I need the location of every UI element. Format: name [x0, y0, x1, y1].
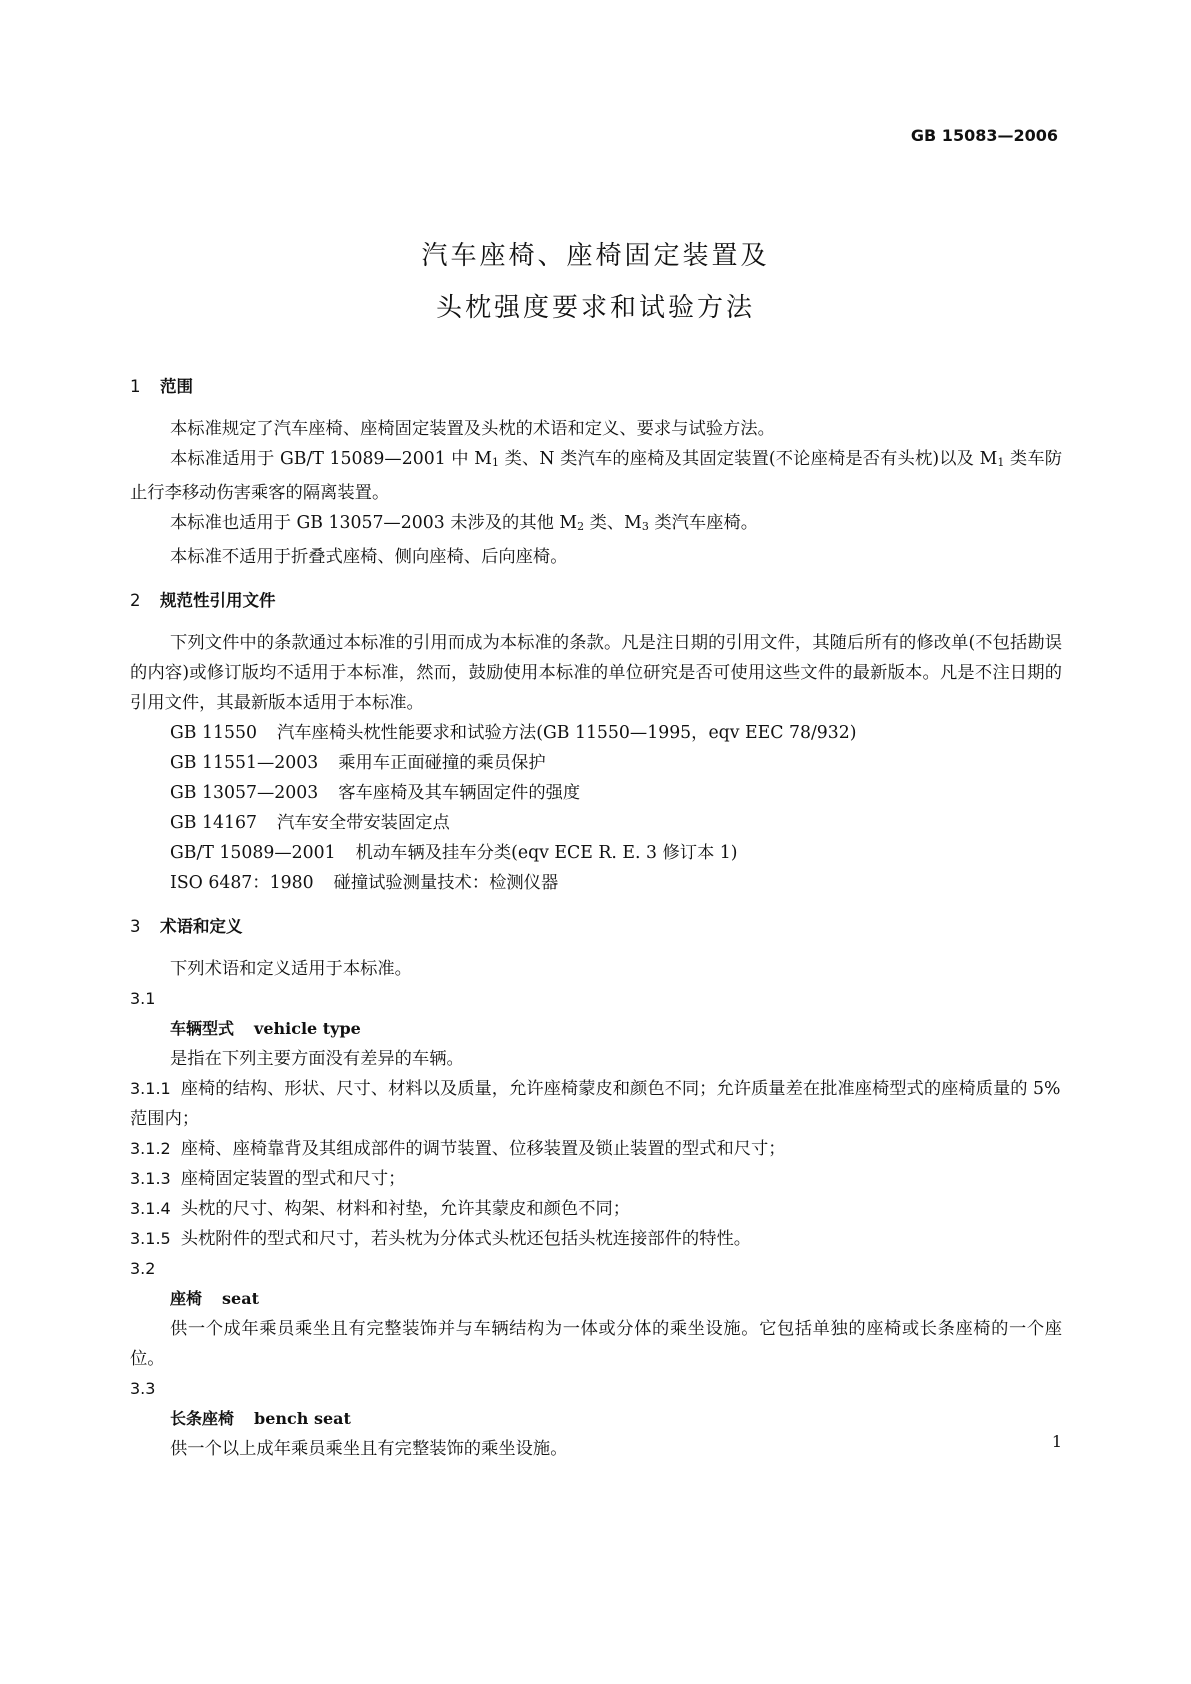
section-heading-terms-definitions [130, 912, 1062, 942]
reference-title: 机动车辆及挂车分类(eqv ECE R. E. 3 修订本 1) [355, 843, 738, 863]
text-run: 类汽车座椅。 [648, 513, 759, 533]
reference-code: GB 11551—2003 [170, 753, 319, 773]
term-subitem [130, 1224, 1062, 1254]
paragraph: 下列术语和定义适用于本标准。 [170, 959, 412, 979]
reference-code: GB 13057—2003 [170, 783, 319, 803]
reference-title: 客车座椅及其车辆固定件的强度 [338, 783, 581, 803]
reference-item [130, 868, 1062, 898]
term-subitem [130, 1164, 1062, 1194]
text-run: 本标准适用于 GB/T 15089—2001 中 M [170, 449, 493, 469]
subscript: 1 [997, 456, 1005, 469]
term-cn: 长条座椅 [170, 1409, 235, 1428]
reference-code: ISO 6487：1980 [170, 873, 314, 893]
paragraph [130, 508, 1062, 542]
term-subitem [130, 1074, 1062, 1134]
term-number: 3.2 [130, 1259, 156, 1278]
subitem-number: 3.1.3 [130, 1169, 171, 1188]
section-number: 3 [130, 917, 141, 936]
section-number: 1 [130, 377, 141, 396]
term-definition: 供一个以上成年乘员乘坐且有完整装饰的乘坐设施。 [170, 1439, 568, 1459]
term-definition: 是指在下列主要方面没有差异的车辆。 [170, 1049, 464, 1069]
reference-code: GB/T 15089—2001 [170, 843, 336, 863]
term-definition: 供一个成年乘员乘坐且有完整装饰并与车辆结构为一体或分体的乘坐设施。它包括单独的座椅或长条座椅的一个座位。 [130, 1319, 1062, 1369]
reference-title: 碰撞试验测量技术：检测仪器 [333, 873, 559, 893]
subscript: 1 [492, 456, 500, 469]
paragraph: 本标准规定了汽车座椅、座椅固定装置及头枕的术语和定义、要求与试验方法。 [170, 419, 775, 439]
subitem-text: 座椅的结构、形状、尺寸、材料以及质量，允许座椅蒙皮和颜色不同；允许质量差在批准座椅型式的座椅质量的 5%范围内； [130, 1079, 1061, 1129]
term-subitem [130, 1194, 1062, 1224]
reference-item [130, 838, 1062, 868]
document-title [0, 230, 1191, 334]
subitem-number: 3.1.5 [130, 1229, 171, 1248]
subitem-text: 座椅、座椅靠背及其组成部件的调节装置、位移装置及锁止装置的型式和尺寸； [180, 1139, 786, 1159]
term-cn: 座椅 [170, 1289, 203, 1308]
term-en: vehicle type [254, 1019, 361, 1038]
paragraph [130, 444, 1062, 508]
reference-code: GB 14167 [170, 813, 257, 833]
reference-code: GB 11550 [170, 723, 257, 743]
section-heading-scope [130, 372, 1062, 402]
subscript: 2 [577, 520, 585, 533]
page-number: 1 [1051, 1432, 1062, 1451]
reference-item [130, 808, 1062, 838]
subitem-text: 头枕的尺寸、构架、材料和衬垫，允许其蒙皮和颜色不同； [180, 1199, 631, 1219]
reference-title: 汽车安全带安装固定点 [276, 813, 450, 833]
term-en: bench seat [254, 1409, 351, 1428]
title-line-2: 头枕强度要求和试验方法 [435, 293, 755, 323]
term-number: 3.3 [130, 1379, 156, 1398]
subitem-number: 3.1.1 [130, 1079, 171, 1098]
section-number: 2 [130, 591, 141, 610]
standard-code: GB 15083—2006 [910, 126, 1058, 145]
section-heading-normative-references [130, 586, 1062, 616]
term-name [130, 1284, 1062, 1314]
text-run: 类车防止行李移动伤害乘客的隔离装置。 [130, 449, 1062, 503]
term-number: 3.1 [130, 989, 156, 1008]
term-name [130, 1404, 1062, 1434]
reference-item [130, 748, 1062, 778]
term-cn: 车辆型式 [170, 1019, 235, 1038]
reference-title: 汽车座椅头枕性能要求和试验方法(GB 11550—1995，eqv EEC 78/932) [276, 723, 857, 743]
subitem-number: 3.1.2 [130, 1139, 171, 1158]
document-body [130, 372, 1062, 1464]
subitem-text: 头枕附件的型式和尺寸，若头枕为分体式头枕还包括头枕连接部件的特性。 [180, 1229, 752, 1249]
subscript: 3 [641, 520, 649, 533]
text-run: 本标准也适用于 GB 13057—2003 未涉及的其他 M [170, 513, 578, 533]
subitem-number: 3.1.4 [130, 1199, 171, 1218]
paragraph: 下列文件中的条款通过本标准的引用而成为本标准的条款。凡是注日期的引用文件，其随后所有的修改单(不包括勘误的内容)或修订版均不适用于本标准，然而，鼓励使用本标准的单位研究是否可使用这些文件的最新版本。凡是不注日期的引用文件，其最新版本适用于本标准。 [130, 633, 1062, 713]
text-run: 类、M [584, 513, 642, 533]
section-title: 规范性引用文件 [160, 591, 276, 610]
title-line-1: 汽车座椅、座椅固定装置及 [421, 241, 770, 271]
section-title: 范围 [160, 377, 193, 396]
term-subitem [130, 1134, 1062, 1164]
term-en: seat [222, 1289, 259, 1308]
reference-title: 乘用车正面碰撞的乘员保护 [338, 753, 546, 773]
subitem-text: 座椅固定装置的型式和尺寸； [180, 1169, 406, 1189]
section-title: 术语和定义 [160, 917, 243, 936]
reference-item [130, 778, 1062, 808]
text-run: 类、N 类汽车的座椅及其固定装置(不论座椅是否有头枕)以及 M [499, 449, 998, 469]
term-name [130, 1014, 1062, 1044]
paragraph: 本标准不适用于折叠式座椅、侧向座椅、后向座椅。 [170, 547, 568, 567]
reference-item [130, 718, 1062, 748]
